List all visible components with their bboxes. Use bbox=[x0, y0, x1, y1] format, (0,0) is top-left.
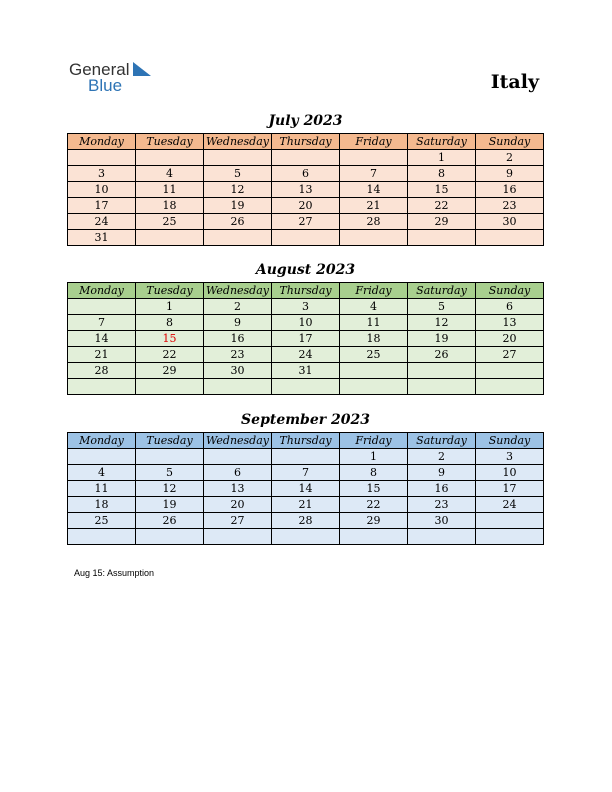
day-cell bbox=[68, 529, 136, 545]
weekday-header: Sunday bbox=[476, 134, 544, 150]
day-cell: 14 bbox=[68, 331, 136, 347]
day-cell bbox=[340, 363, 408, 379]
day-cell: 29 bbox=[136, 363, 204, 379]
weekday-header: Monday bbox=[68, 283, 136, 299]
day-cell bbox=[340, 230, 408, 246]
weekday-header-row bbox=[68, 283, 544, 299]
day-cell bbox=[340, 150, 408, 166]
week-row bbox=[68, 230, 544, 246]
day-cell: 20 bbox=[272, 198, 340, 214]
month-title-september: September 2023 bbox=[241, 412, 370, 428]
day-cell: 21 bbox=[68, 347, 136, 363]
day-cell: 2 bbox=[476, 150, 544, 166]
weekday-header: Saturday bbox=[408, 283, 476, 299]
day-cell: 8 bbox=[408, 166, 476, 182]
day-cell: 30 bbox=[204, 363, 272, 379]
day-cell: 13 bbox=[476, 315, 544, 331]
weekday-header: Wednesday bbox=[204, 283, 272, 299]
day-cell bbox=[408, 379, 476, 395]
day-cell: 12 bbox=[408, 315, 476, 331]
week-row bbox=[68, 379, 544, 395]
day-cell: 18 bbox=[136, 198, 204, 214]
day-cell: 26 bbox=[136, 513, 204, 529]
day-cell: 9 bbox=[408, 465, 476, 481]
day-cell: 26 bbox=[408, 347, 476, 363]
day-cell: 22 bbox=[408, 198, 476, 214]
day-cell: 7 bbox=[272, 465, 340, 481]
day-cell: 6 bbox=[476, 299, 544, 315]
weekday-header: Friday bbox=[340, 134, 408, 150]
weekday-header: Friday bbox=[340, 283, 408, 299]
weekday-header: Thursday bbox=[272, 283, 340, 299]
day-cell bbox=[476, 379, 544, 395]
day-cell: 20 bbox=[476, 331, 544, 347]
day-cell: 10 bbox=[68, 182, 136, 198]
day-cell: 10 bbox=[476, 465, 544, 481]
day-cell bbox=[272, 449, 340, 465]
weekday-header: Monday bbox=[68, 433, 136, 449]
weekday-header: Wednesday bbox=[204, 134, 272, 150]
weekday-header: Friday bbox=[340, 433, 408, 449]
day-cell: 11 bbox=[136, 182, 204, 198]
day-cell: 24 bbox=[476, 497, 544, 513]
day-cell: 17 bbox=[476, 481, 544, 497]
day-cell bbox=[272, 529, 340, 545]
day-cell: 27 bbox=[204, 513, 272, 529]
day-cell: 21 bbox=[272, 497, 340, 513]
day-cell: 28 bbox=[272, 513, 340, 529]
day-cell: 8 bbox=[340, 465, 408, 481]
day-cell bbox=[136, 529, 204, 545]
day-cell: 19 bbox=[408, 331, 476, 347]
day-cell bbox=[204, 529, 272, 545]
day-cell: 11 bbox=[340, 315, 408, 331]
day-cell: 21 bbox=[340, 198, 408, 214]
day-cell: 19 bbox=[204, 198, 272, 214]
month-title-august: August 2023 bbox=[255, 262, 356, 278]
day-cell bbox=[476, 230, 544, 246]
weekday-header: Thursday bbox=[272, 134, 340, 150]
week-row bbox=[68, 150, 544, 166]
day-cell: 23 bbox=[204, 347, 272, 363]
day-cell: 16 bbox=[476, 182, 544, 198]
day-cell bbox=[476, 513, 544, 529]
calendar-september bbox=[67, 432, 544, 545]
day-cell bbox=[204, 230, 272, 246]
day-cell bbox=[136, 379, 204, 395]
day-cell: 2 bbox=[408, 449, 476, 465]
day-cell: 18 bbox=[68, 497, 136, 513]
day-cell: 25 bbox=[136, 214, 204, 230]
week-row bbox=[68, 465, 544, 481]
day-cell: 3 bbox=[272, 299, 340, 315]
week-row bbox=[68, 529, 544, 545]
day-cell: 4 bbox=[68, 465, 136, 481]
day-cell: 29 bbox=[408, 214, 476, 230]
day-cell: 9 bbox=[204, 315, 272, 331]
day-cell bbox=[68, 379, 136, 395]
day-cell bbox=[476, 529, 544, 545]
day-cell: 5 bbox=[136, 465, 204, 481]
day-cell: 25 bbox=[340, 347, 408, 363]
day-cell: 16 bbox=[408, 481, 476, 497]
week-row bbox=[68, 198, 544, 214]
day-cell: 5 bbox=[204, 166, 272, 182]
day-cell bbox=[272, 230, 340, 246]
day-cell bbox=[340, 379, 408, 395]
day-cell: 10 bbox=[272, 315, 340, 331]
day-cell: 14 bbox=[340, 182, 408, 198]
day-cell: 19 bbox=[136, 497, 204, 513]
day-cell: 20 bbox=[204, 497, 272, 513]
day-cell: 3 bbox=[68, 166, 136, 182]
day-cell: 4 bbox=[340, 299, 408, 315]
day-cell bbox=[340, 529, 408, 545]
day-cell bbox=[476, 363, 544, 379]
weekday-header: Thursday bbox=[272, 433, 340, 449]
day-cell: 9 bbox=[476, 166, 544, 182]
weekday-header: Sunday bbox=[476, 433, 544, 449]
weekday-header: Tuesday bbox=[136, 433, 204, 449]
day-cell: 14 bbox=[272, 481, 340, 497]
weekday-header: Wednesday bbox=[204, 433, 272, 449]
calendar-august bbox=[67, 282, 544, 395]
day-cell bbox=[408, 529, 476, 545]
day-cell: 28 bbox=[340, 214, 408, 230]
week-row bbox=[68, 331, 544, 347]
day-cell: 6 bbox=[272, 166, 340, 182]
day-cell bbox=[204, 379, 272, 395]
weekday-header-row bbox=[68, 134, 544, 150]
weekday-header: Monday bbox=[68, 134, 136, 150]
logo-word-general: General bbox=[69, 60, 130, 79]
day-cell: 15 bbox=[408, 182, 476, 198]
day-cell: 12 bbox=[204, 182, 272, 198]
holiday-note: Aug 15: Assumption bbox=[74, 568, 155, 578]
week-row bbox=[68, 513, 544, 529]
day-cell bbox=[272, 150, 340, 166]
weekday-header: Saturday bbox=[408, 433, 476, 449]
day-cell: 31 bbox=[68, 230, 136, 246]
day-cell bbox=[272, 379, 340, 395]
calendar-july bbox=[67, 133, 544, 246]
day-cell: 1 bbox=[136, 299, 204, 315]
holiday-day-cell: 15 bbox=[136, 331, 204, 347]
day-cell: 30 bbox=[408, 513, 476, 529]
day-cell: 29 bbox=[340, 513, 408, 529]
day-cell: 25 bbox=[68, 513, 136, 529]
day-cell: 30 bbox=[476, 214, 544, 230]
week-row bbox=[68, 347, 544, 363]
week-row bbox=[68, 363, 544, 379]
day-cell bbox=[68, 299, 136, 315]
day-cell: 13 bbox=[272, 182, 340, 198]
day-cell: 22 bbox=[340, 497, 408, 513]
month-title-july: July 2023 bbox=[268, 113, 343, 129]
day-cell: 23 bbox=[408, 497, 476, 513]
day-cell: 7 bbox=[340, 166, 408, 182]
day-cell: 11 bbox=[68, 481, 136, 497]
day-cell: 23 bbox=[476, 198, 544, 214]
day-cell: 15 bbox=[340, 481, 408, 497]
day-cell: 6 bbox=[204, 465, 272, 481]
day-cell: 24 bbox=[68, 214, 136, 230]
day-cell: 8 bbox=[136, 315, 204, 331]
week-row bbox=[68, 497, 544, 513]
day-cell: 2 bbox=[204, 299, 272, 315]
week-row bbox=[68, 315, 544, 331]
day-cell: 22 bbox=[136, 347, 204, 363]
week-row bbox=[68, 166, 544, 182]
day-cell: 17 bbox=[272, 331, 340, 347]
day-cell: 3 bbox=[476, 449, 544, 465]
country-title: Italy bbox=[490, 71, 539, 93]
day-cell: 7 bbox=[68, 315, 136, 331]
day-cell: 17 bbox=[68, 198, 136, 214]
day-cell bbox=[136, 230, 204, 246]
weekday-header: Sunday bbox=[476, 283, 544, 299]
day-cell: 1 bbox=[340, 449, 408, 465]
day-cell bbox=[204, 449, 272, 465]
day-cell bbox=[204, 150, 272, 166]
weekday-header: Saturday bbox=[408, 134, 476, 150]
day-cell bbox=[408, 230, 476, 246]
day-cell: 26 bbox=[204, 214, 272, 230]
day-cell: 5 bbox=[408, 299, 476, 315]
logo-word-blue: Blue bbox=[88, 76, 123, 95]
day-cell: 18 bbox=[340, 331, 408, 347]
day-cell: 16 bbox=[204, 331, 272, 347]
day-cell: 27 bbox=[272, 214, 340, 230]
general-blue-logo bbox=[69, 61, 159, 97]
day-cell bbox=[68, 150, 136, 166]
day-cell bbox=[136, 449, 204, 465]
day-cell: 12 bbox=[136, 481, 204, 497]
day-cell: 31 bbox=[272, 363, 340, 379]
day-cell bbox=[408, 363, 476, 379]
week-row bbox=[68, 481, 544, 497]
day-cell bbox=[68, 449, 136, 465]
day-cell: 4 bbox=[136, 166, 204, 182]
week-row bbox=[68, 449, 544, 465]
week-row bbox=[68, 182, 544, 198]
day-cell: 27 bbox=[476, 347, 544, 363]
logo-triangle-icon bbox=[133, 62, 153, 78]
day-cell: 28 bbox=[68, 363, 136, 379]
weekday-header: Tuesday bbox=[136, 134, 204, 150]
day-cell: 24 bbox=[272, 347, 340, 363]
day-cell: 1 bbox=[408, 150, 476, 166]
day-cell bbox=[136, 150, 204, 166]
weekday-header: Tuesday bbox=[136, 283, 204, 299]
weekday-header-row bbox=[68, 433, 544, 449]
day-cell: 13 bbox=[204, 481, 272, 497]
week-row bbox=[68, 299, 544, 315]
week-row bbox=[68, 214, 544, 230]
